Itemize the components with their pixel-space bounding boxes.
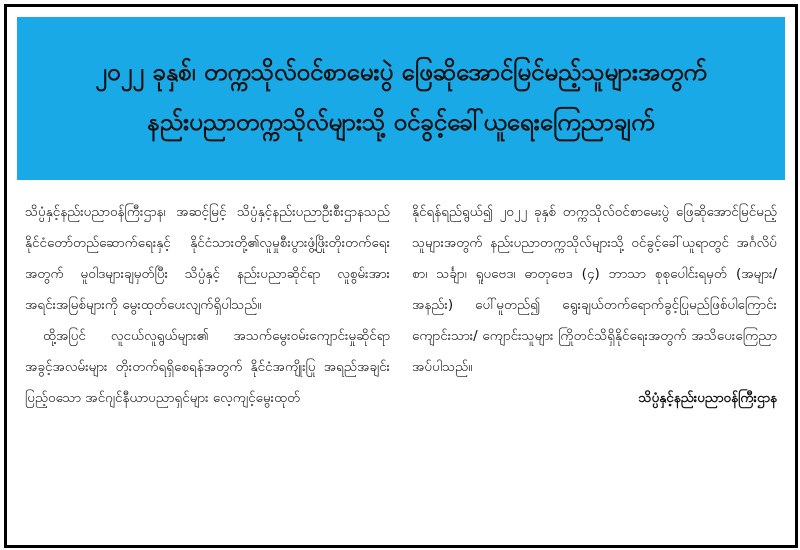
left-paragraph-2: ထို့အပြင် လူငယ်လူရွယ်များ၏ အသက်မွေးဝမ်းကျောင်းမှုဆိုင်ရာ အခွင့်အလမ်းများ တိုးတက်ရရှိစေရန်အတွက် နိုင်ငံအကျိုးပြု အရည်အချင်းပြည့်ဝသော အင်ဂျင်နီယာပညာရှင်များ လေ့ကျင့်မွေးထုတ် — [25, 328, 390, 406]
headline-line-2: နည်းပညာတက္ကသိုလ်များသို့ ဝင်ခွင့်ခေါ်ယူရေးကြေညာချက် — [147, 107, 655, 136]
left-paragraph-1: သိပ္ပံနှင့်နည်းပညာဝန်ကြီးဌာန၊ အဆင့်မြင့် သိပ္ပံနှင့်နည်းပညာဦးစီးဌာနသည် နိုင်ငံတော်တည်ဆောက်ရေးနှင့် နိုင်ငံသားတို့၏လူမှုစီးပွားဖွံ့ဖြိုးတိုးတက်ရေးအတွက် မူဝါဒများချမှတ်ပြီး သိပ္ပံနှင့် နည်းပညာဆိုင်ရာ လူစွမ်းအားအရင်းအမြစ်များကို မွေးထုတ်ပေးလျက်ရှိပါသည်။ — [25, 204, 390, 313]
ministry-signature: သိပ္ပံနှင့်နည်းပညာဝန်ကြီးဌာန — [638, 390, 777, 406]
announcement-header — [17, 17, 785, 180]
right-column — [412, 197, 777, 539]
right-paragraph-1: နိုင်ရန်ရည်ရွယ်၍ ၂၀၂၂ ခုနှစ် တက္ကသိုလ်ဝင်စာမေးပွဲ ဖြေဆိုအောင်မြင်မည့်သူများအတွက် နည်းပညာတက္ကသိုလ်များသို့ ဝင်ခွင့်ခေါ်ယူရာတွင် အင်္ဂလိပ်စာ၊ သင်္ချာ၊ ရူပဗေဒ၊ ဓာတုဗေဒ (၄) ဘာသာ စုစုပေါင်းရမှတ် (အများ/ အနည်း) ပေါ်မူတည်၍ ရွေးချယ်တက်ရောက်ခွင့်ပြုမည်ဖြစ်ပါကြောင်း ကျောင်းသား/ ကျောင်းသူများ ကြိုတင်သိရှိနိုင်ရေးအတွက် အသိပေးကြေညာအပ်ပါသည်။ — [412, 204, 777, 375]
announcement-frame — [4, 4, 798, 548]
headline-line-1: ၂၀၂၂ ခုနှစ်၊ တက္ကသိုလ်ဝင်စာမေးပွဲ ဖြေဆိုအောင်မြင်မည့်သူများအတွက် — [95, 57, 707, 86]
announcement-body — [17, 185, 785, 539]
left-column — [25, 197, 390, 539]
